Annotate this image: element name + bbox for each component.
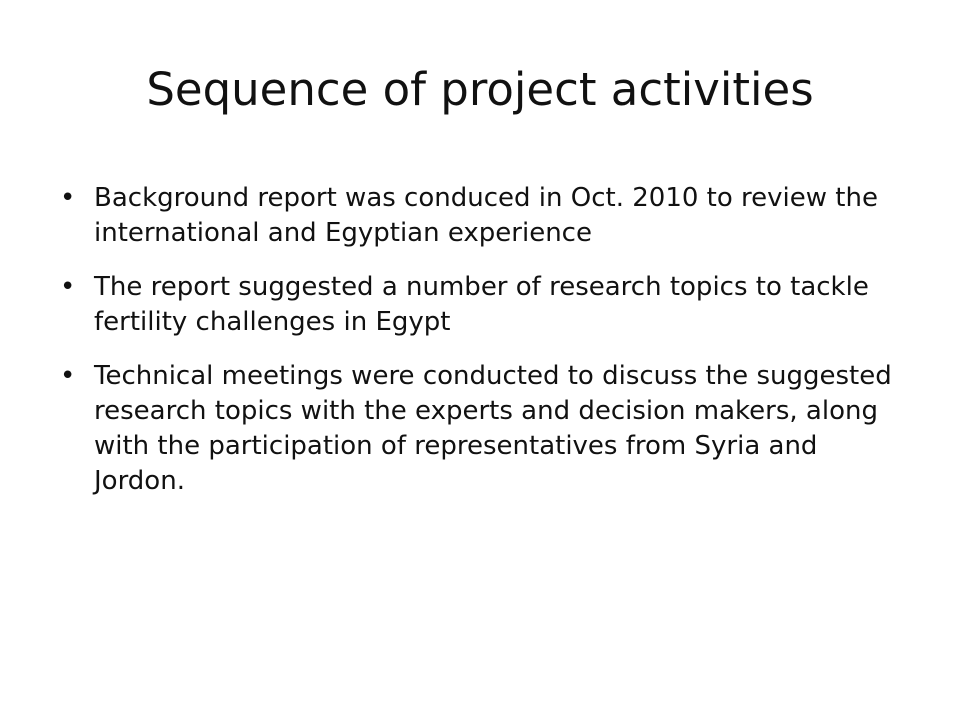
bullet-item <box>56 270 906 340</box>
bullet-item <box>56 181 906 251</box>
bullet-item <box>56 359 906 499</box>
bullet-list <box>56 181 906 518</box>
bullet-text: Technical meetings were conducted to discuss the suggested research topics with the experts and decision makers, along with the participation of representatives from Syria and Jordon. <box>94 361 892 496</box>
bullet-text: The report suggested a number of research topics to tackle fertility challenges in Egypt <box>94 272 869 337</box>
slide-title: Sequence of project activities <box>146 63 814 116</box>
bullet-icon: • <box>60 272 76 302</box>
bullet-icon: • <box>60 361 76 391</box>
bullet-icon: • <box>60 183 76 213</box>
bullet-text: Background report was conduced in Oct. 2010 to review the international and Egyptian experience <box>94 183 878 248</box>
